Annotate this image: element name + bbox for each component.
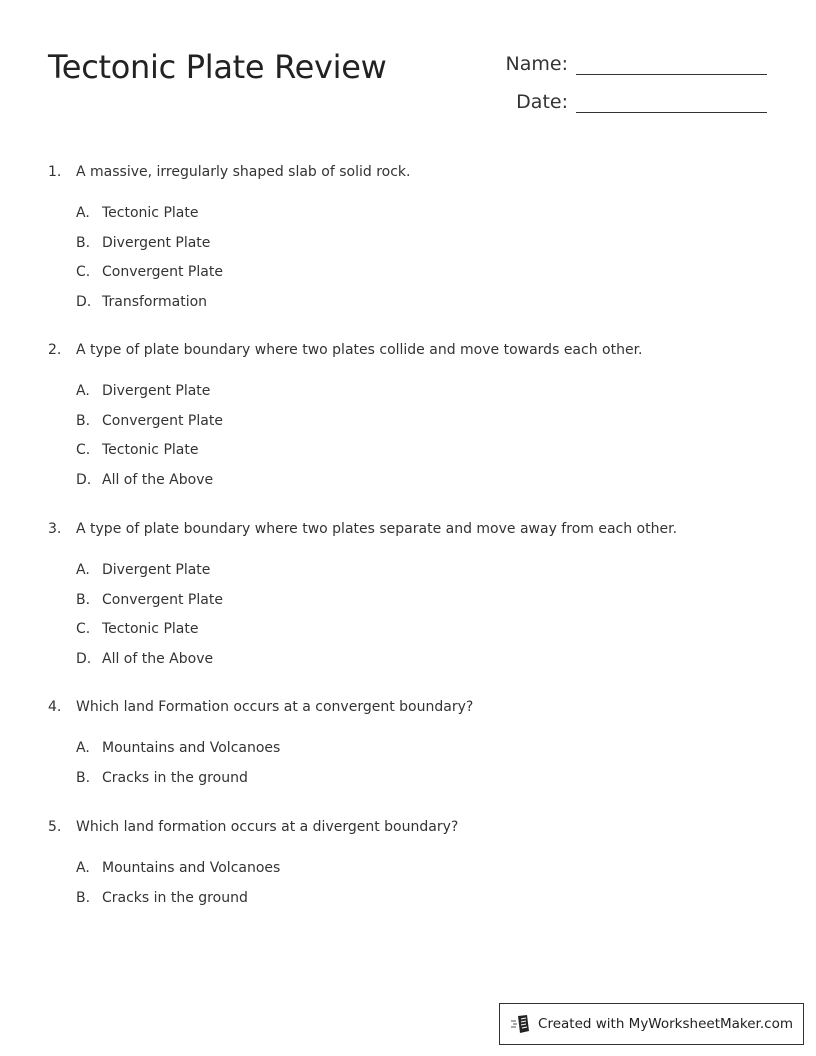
option — [76, 859, 458, 889]
worksheet-logo-icon — [510, 1014, 532, 1034]
question-text: A massive, irregularly shaped slab of solid rock. — [76, 164, 411, 180]
footer-text: Created with MyWorksheetMaker.com — [538, 1016, 793, 1032]
option-text: Convergent Plate — [102, 264, 223, 280]
option-text: Convergent Plate — [102, 591, 223, 608]
option — [76, 591, 677, 621]
question-number: 3. — [48, 521, 62, 537]
question-text: Which land formation occurs at a divergent boundary? — [76, 819, 459, 835]
option-text: Mountains and Volcanoes — [102, 740, 281, 756]
option-letter: D. — [76, 293, 92, 310]
option — [76, 382, 643, 412]
option — [76, 204, 410, 234]
option — [76, 293, 410, 323]
option — [76, 620, 677, 650]
name-label: Name: — [505, 53, 568, 75]
question-5 — [48, 818, 458, 918]
page-title: Tectonic Plate Review — [48, 48, 387, 86]
question-3 — [48, 520, 677, 679]
question-4 — [48, 698, 473, 798]
question-number: 1. — [48, 164, 62, 180]
option — [76, 769, 473, 799]
option-text: Tectonic Plate — [102, 442, 199, 458]
question-1 — [48, 163, 410, 322]
option-text: Divergent Plate — [102, 234, 211, 251]
name-field — [492, 52, 767, 75]
option-letter: D. — [76, 650, 92, 667]
question-text: A type of plate boundary where two plates separate and move away from each other. — [76, 521, 678, 537]
option-text: Divergent Plate — [102, 383, 211, 399]
option-text: Tectonic Plate — [102, 205, 199, 221]
option-letter: B. — [76, 412, 91, 429]
option-letter: B. — [76, 769, 91, 786]
option — [76, 263, 410, 293]
option-text: Cracks in the ground — [102, 769, 248, 786]
option-letter: D. — [76, 471, 92, 488]
option-letter: A. — [76, 383, 90, 399]
name-blank-line — [576, 52, 767, 75]
option-letter: A. — [76, 205, 90, 221]
date-field — [492, 90, 767, 113]
option — [76, 561, 677, 591]
option — [76, 441, 643, 471]
option-text: Cracks in the ground — [102, 889, 248, 906]
question-text: Which land Formation occurs at a convergent boundary? — [76, 699, 474, 715]
option-letter: C. — [76, 264, 91, 280]
option — [76, 650, 677, 680]
option-text: All of the Above — [102, 471, 214, 488]
option — [76, 412, 643, 442]
option-text: Mountains and Volcanoes — [102, 860, 281, 876]
option-text: Tectonic Plate — [102, 621, 199, 637]
option — [76, 889, 458, 919]
option — [76, 471, 643, 501]
option-letter: B. — [76, 591, 91, 608]
option-letter: B. — [76, 234, 91, 251]
option-letter: A. — [76, 740, 90, 756]
option-text: Convergent Plate — [102, 412, 223, 429]
option-letter: C. — [76, 442, 91, 458]
option-text: Transformation — [102, 293, 208, 310]
date-label: Date: — [516, 91, 568, 113]
option-text: All of the Above — [102, 650, 214, 667]
option-letter: B. — [76, 889, 91, 906]
option — [76, 234, 410, 264]
question-text: A type of plate boundary where two plates collide and move towards each other. — [76, 342, 643, 358]
question-number: 2. — [48, 342, 62, 358]
question-number: 5. — [48, 819, 62, 835]
option — [76, 739, 473, 769]
date-blank-line — [576, 90, 767, 113]
question-2 — [48, 341, 643, 500]
option-letter: A. — [76, 860, 90, 876]
footer-credit-badge[interactable] — [499, 1003, 804, 1045]
option-letter: A. — [76, 562, 90, 578]
option-letter: C. — [76, 621, 91, 637]
question-number: 4. — [48, 699, 62, 715]
option-text: Divergent Plate — [102, 562, 211, 578]
